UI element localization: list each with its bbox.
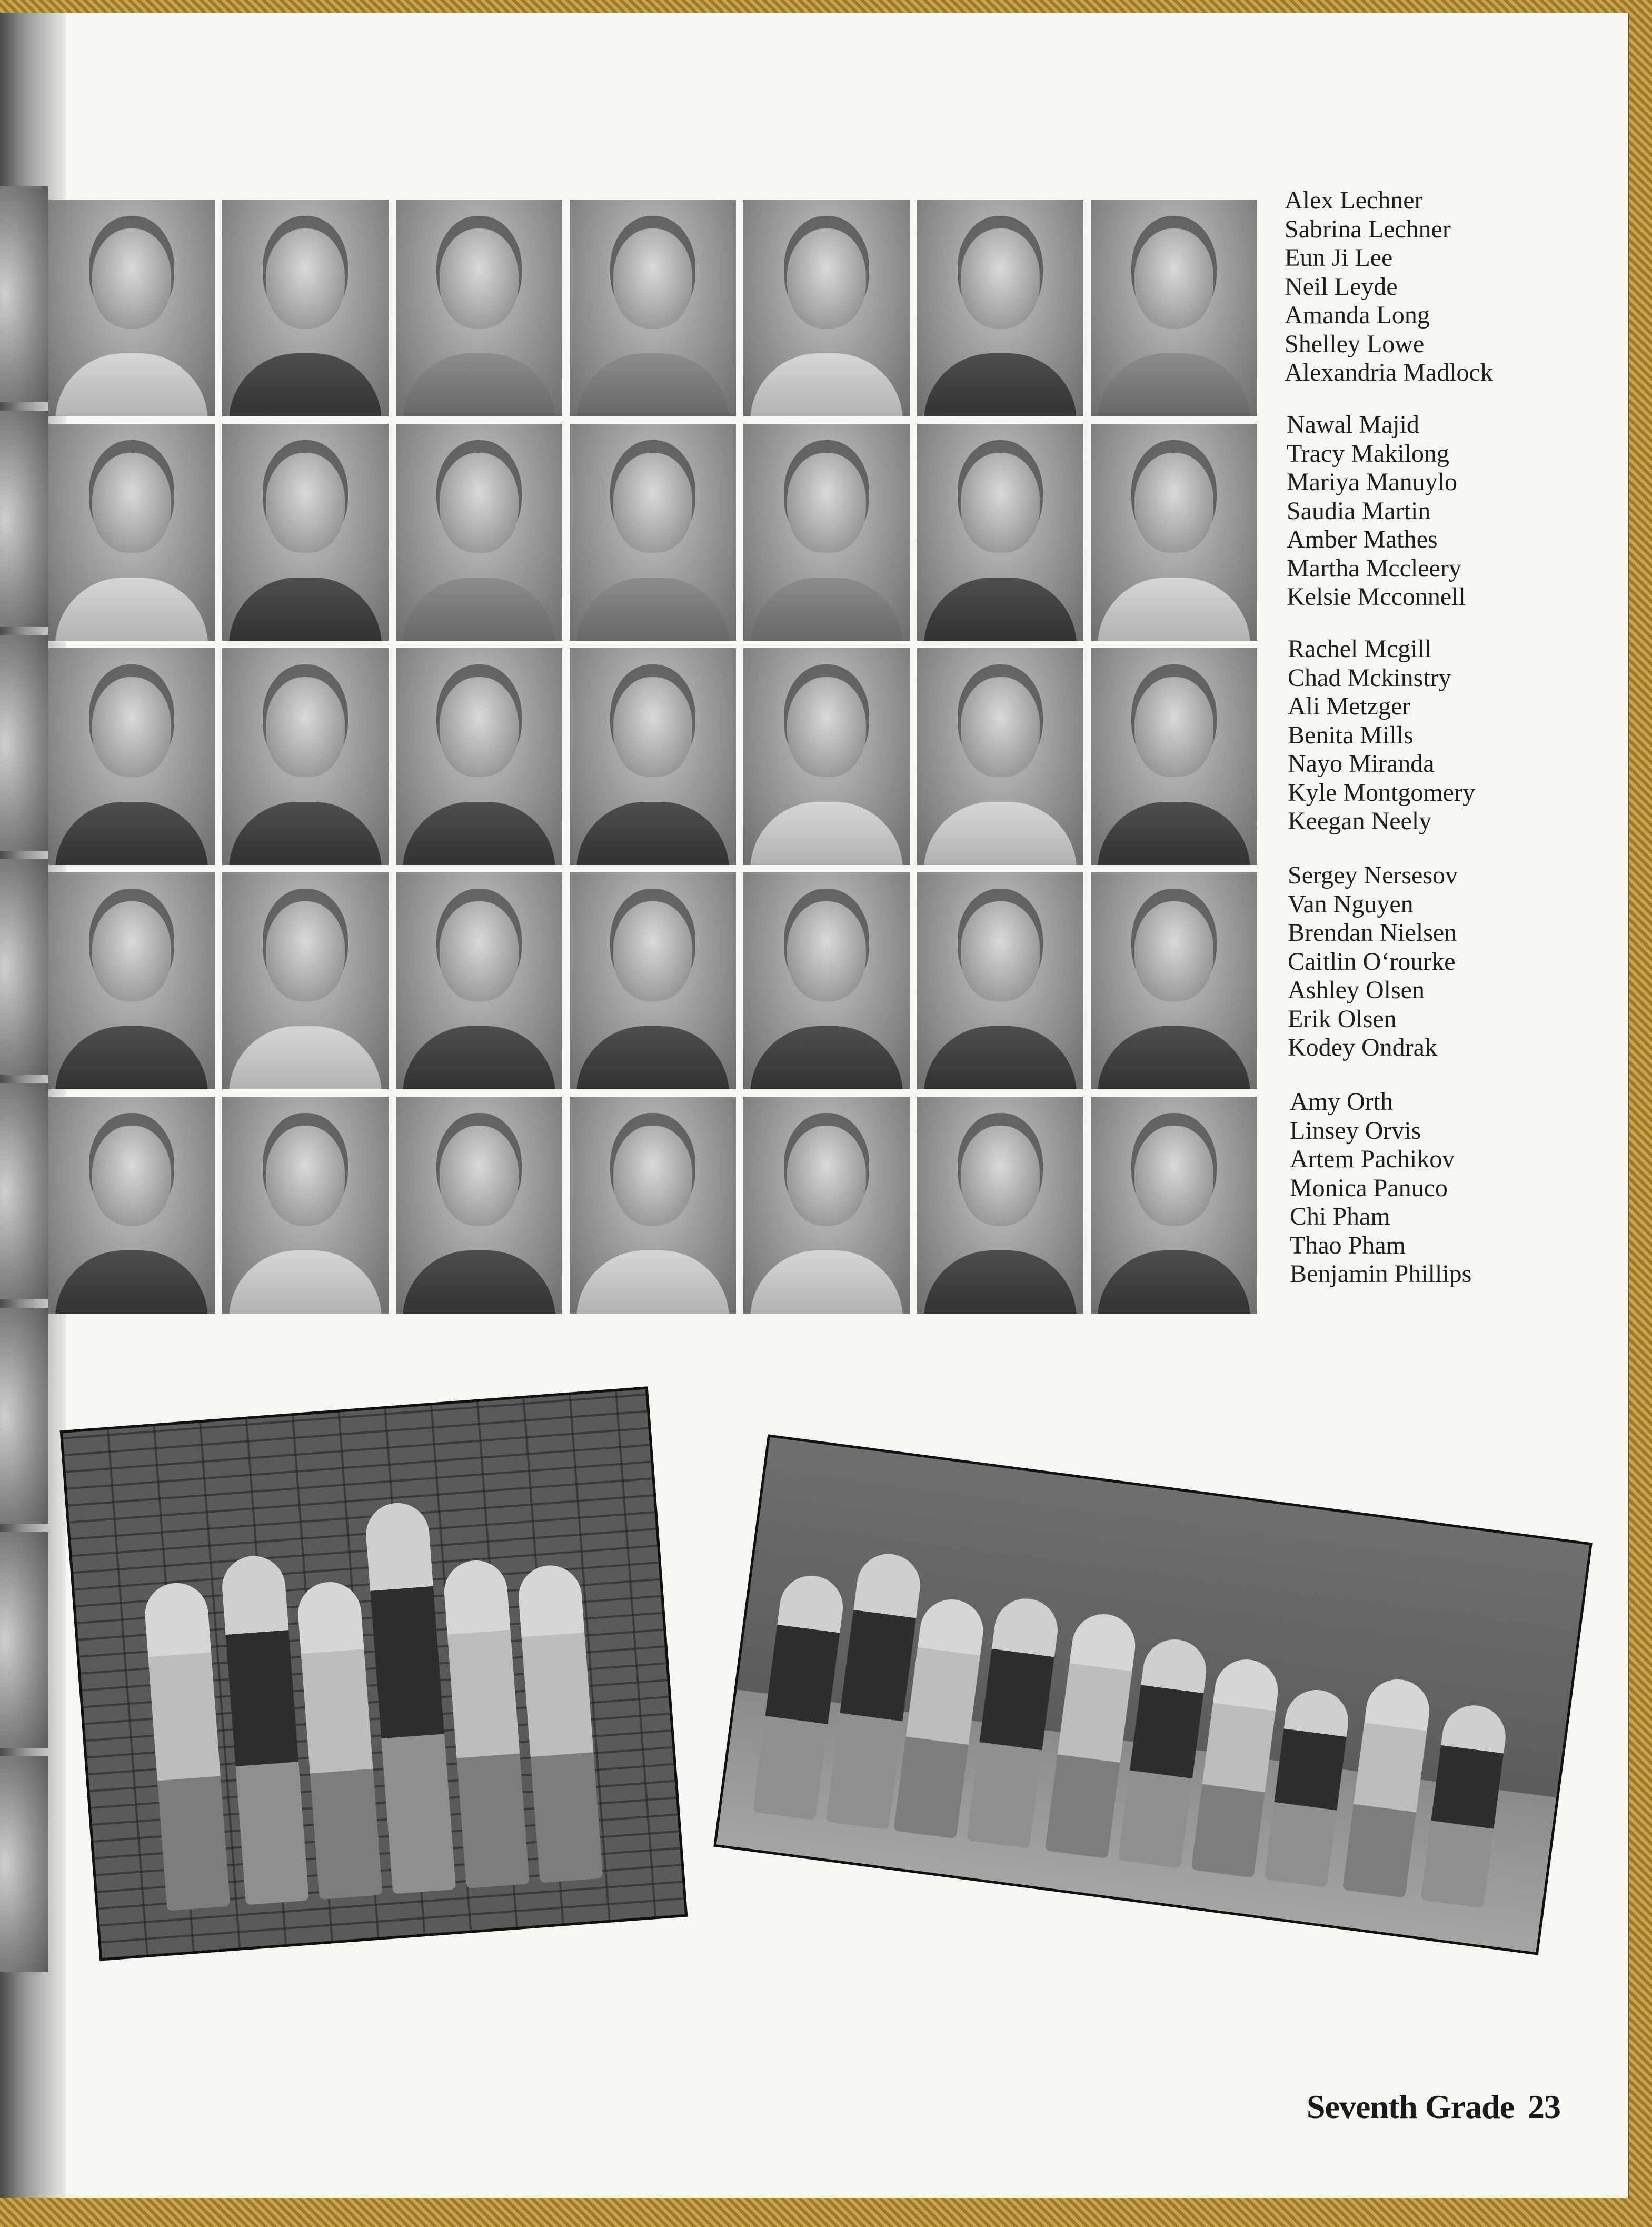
student-portrait [743, 648, 910, 865]
name-list-row-4 [1288, 861, 1561, 1062]
student-name: Brendan Nielsen [1288, 919, 1457, 947]
student-portrait [222, 872, 389, 1089]
student-portrait [48, 1097, 215, 1314]
facing-page-portrait-strip [0, 186, 48, 2013]
student-portrait [917, 648, 1083, 865]
student-name: Benita Mills [1288, 721, 1414, 749]
section-title: Seventh Grade [1306, 2088, 1514, 2125]
candid-photo-boys-by-gym-wall [713, 1434, 1593, 1955]
student-name: Artem Pachikov [1290, 1145, 1455, 1173]
partial-portrait [0, 1083, 48, 1299]
student-name: Sergey Nersesov [1288, 861, 1458, 889]
student-name: Erik Olsen [1288, 1005, 1397, 1033]
student-portrait [396, 200, 562, 416]
student-name: Ali Metzger [1288, 692, 1411, 720]
student-name: Van Nguyen [1288, 890, 1414, 918]
name-list-row-3 [1288, 635, 1561, 836]
student-name: Caitlin O‘rourke [1288, 947, 1456, 976]
student-name: Thao Pham [1290, 1231, 1406, 1259]
name-list-row-2 [1287, 411, 1560, 612]
student-portrait [743, 424, 910, 641]
partial-portrait [0, 1532, 48, 1748]
student-name: Shelley Lowe [1285, 330, 1425, 358]
student-name: Saudia Martin [1287, 496, 1431, 525]
portrait-grid [48, 200, 1257, 1314]
student-portrait [1091, 648, 1257, 865]
student-portrait [743, 1097, 910, 1314]
partial-portrait [0, 635, 48, 851]
student-portrait [917, 872, 1083, 1089]
partial-portrait [0, 186, 48, 402]
student-name: Benjamin Phillips [1290, 1260, 1472, 1288]
student-name: Neil Leyde [1285, 272, 1398, 301]
student-portrait [48, 424, 215, 641]
student-portrait [570, 648, 736, 865]
student-portrait [1091, 872, 1257, 1089]
student-name: Rachel Mcgill [1288, 635, 1432, 663]
student-portrait [48, 872, 215, 1089]
student-portrait [1091, 200, 1257, 416]
student-name: Chi Pham [1290, 1202, 1390, 1230]
student-portrait [1091, 424, 1257, 641]
student-portrait [570, 200, 736, 416]
name-list-row-5 [1290, 1088, 1564, 1289]
student-portrait [743, 200, 910, 416]
student-portrait [222, 1097, 389, 1314]
student-portrait [570, 872, 736, 1089]
candid-photo-girls-by-brick-wall [60, 1386, 688, 1961]
student-name: Kodey Ondrak [1288, 1033, 1437, 1061]
student-portrait [917, 424, 1083, 641]
student-name: Sabrina Lechner [1285, 215, 1451, 243]
student-name: Keegan Neely [1288, 807, 1432, 835]
student-portrait [222, 648, 389, 865]
student-portrait [1091, 1097, 1257, 1314]
student-name: Alexandria Madlock [1285, 359, 1493, 386]
student-name: Tracy Makilong [1287, 439, 1449, 468]
student-portrait [570, 1097, 736, 1314]
student-portrait [396, 872, 562, 1089]
student-portrait [222, 200, 389, 416]
student-portrait [743, 872, 910, 1089]
student-portrait [396, 648, 562, 865]
student-name: Chad Mckinstry [1288, 663, 1451, 692]
student-name: Martha Mccleery [1287, 554, 1461, 582]
student-name: Alex Lechner [1285, 186, 1423, 214]
student-name: Eun Ji Lee [1285, 244, 1393, 272]
student-portrait [396, 1097, 562, 1314]
student-name: Linsey Orvis [1290, 1116, 1421, 1145]
student-name: Ashley Olsen [1288, 976, 1425, 1004]
student-name: Mariya Manuylo [1287, 468, 1457, 496]
student-name: Nayo Miranda [1288, 750, 1435, 778]
student-name: Amy Orth [1290, 1088, 1393, 1116]
student-portrait [48, 648, 215, 865]
partial-portrait [0, 1308, 48, 1524]
partial-portrait [0, 411, 48, 627]
student-name: Kyle Montgomery [1288, 778, 1475, 807]
student-name: Monica Panuco [1290, 1174, 1448, 1202]
page-number: 23 [1528, 2088, 1560, 2125]
student-name: Nawal Majid [1287, 411, 1419, 439]
name-list-row-1 [1285, 186, 1558, 387]
student-portrait [917, 1097, 1083, 1314]
student-portrait [396, 424, 562, 641]
student-portrait [570, 424, 736, 641]
student-name: Amber Mathes [1287, 525, 1438, 553]
student-portrait [917, 200, 1083, 416]
partial-portrait [0, 859, 48, 1075]
student-name: Kelsie Mcconnell [1287, 583, 1466, 611]
page-footer [1307, 2087, 1560, 2126]
student-portrait [48, 200, 215, 416]
student-name: Amanda Long [1285, 301, 1430, 329]
student-portrait [222, 424, 389, 641]
yearbook-page [0, 13, 1629, 2198]
partial-portrait [0, 1756, 48, 1972]
